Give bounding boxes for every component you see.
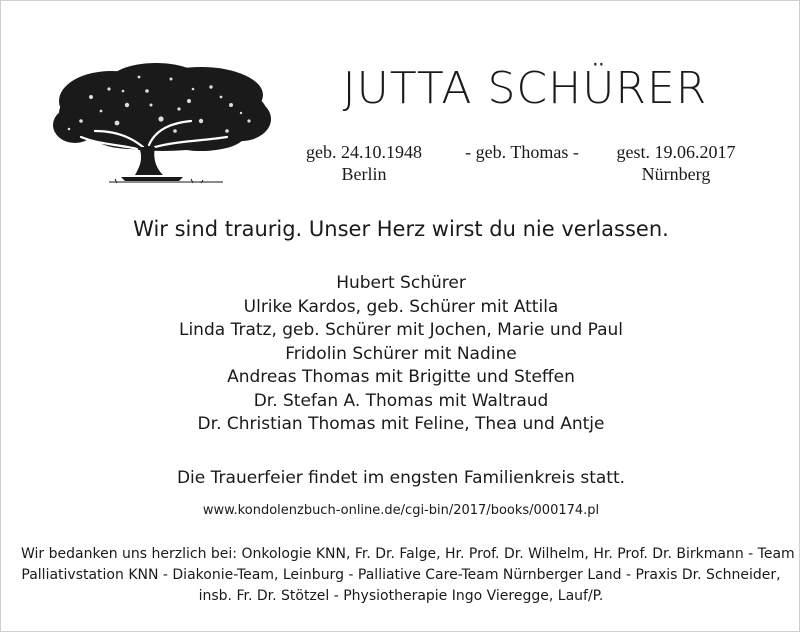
condolence-url: www.kondolenzbuch-online.de/cgi-bin/2017/books/000174.pl (202, 503, 600, 518)
motto: Wir sind traurig. Unser Herz wirst du nie verlassen. (133, 217, 669, 241)
mourner: Hubert Schürer (336, 273, 466, 293)
death-info (595, 141, 757, 185)
acknowledgements (21, 544, 795, 607)
deceased-name: JUTTA SCHÜRER (342, 63, 708, 114)
mourner: Linda Tratz, geb. Schürer mit Jochen, Marie und Paul (178, 320, 623, 340)
death-place: Nürnberg (641, 164, 711, 184)
thanks-line: insb. Fr. Dr. Stötzel - Physiotherapie Ingo Vieregge, Lauf/P. (198, 588, 604, 604)
maiden-name-text: - geb. Thomas - (465, 142, 579, 162)
mourner: Andreas Thomas mit Brigitte und Steffen (227, 367, 575, 387)
maiden-name (453, 141, 591, 163)
mourner: Ulrike Kardos, geb. Schürer mit Attila (243, 296, 559, 317)
thanks-line: Wir bedanken uns herzlich bei: Onkologie KNN, Fr. Dr. Falge, Hr. Prof. Dr. Wilhelm, Hr. Prof. Dr. Birkmann - Team (21, 546, 795, 562)
tree-icon (51, 61, 275, 187)
mourner: Dr. Stefan A. Thomas mit Waltraud (253, 390, 549, 411)
mourners-list (1, 272, 800, 437)
birth-info (289, 141, 439, 185)
mourner: Dr. Christian Thomas mit Feline, Thea und Antje (197, 414, 605, 434)
thanks-line: Palliativstation KNN - Diakonie-Team, Leinburg - Palliative Care-Team Nürnberger Land - Praxis Dr. Schneider, (21, 567, 781, 583)
ceremony-note: Die Trauerfeier findet im engsten Familienkreis statt. (176, 468, 626, 488)
birth-place: Berlin (341, 164, 387, 184)
mourner: Fridolin Schürer mit Nadine (285, 343, 517, 364)
birth-date: geb. 24.10.1948 (306, 142, 422, 162)
death-date: gest. 19.06.2017 (616, 142, 736, 162)
